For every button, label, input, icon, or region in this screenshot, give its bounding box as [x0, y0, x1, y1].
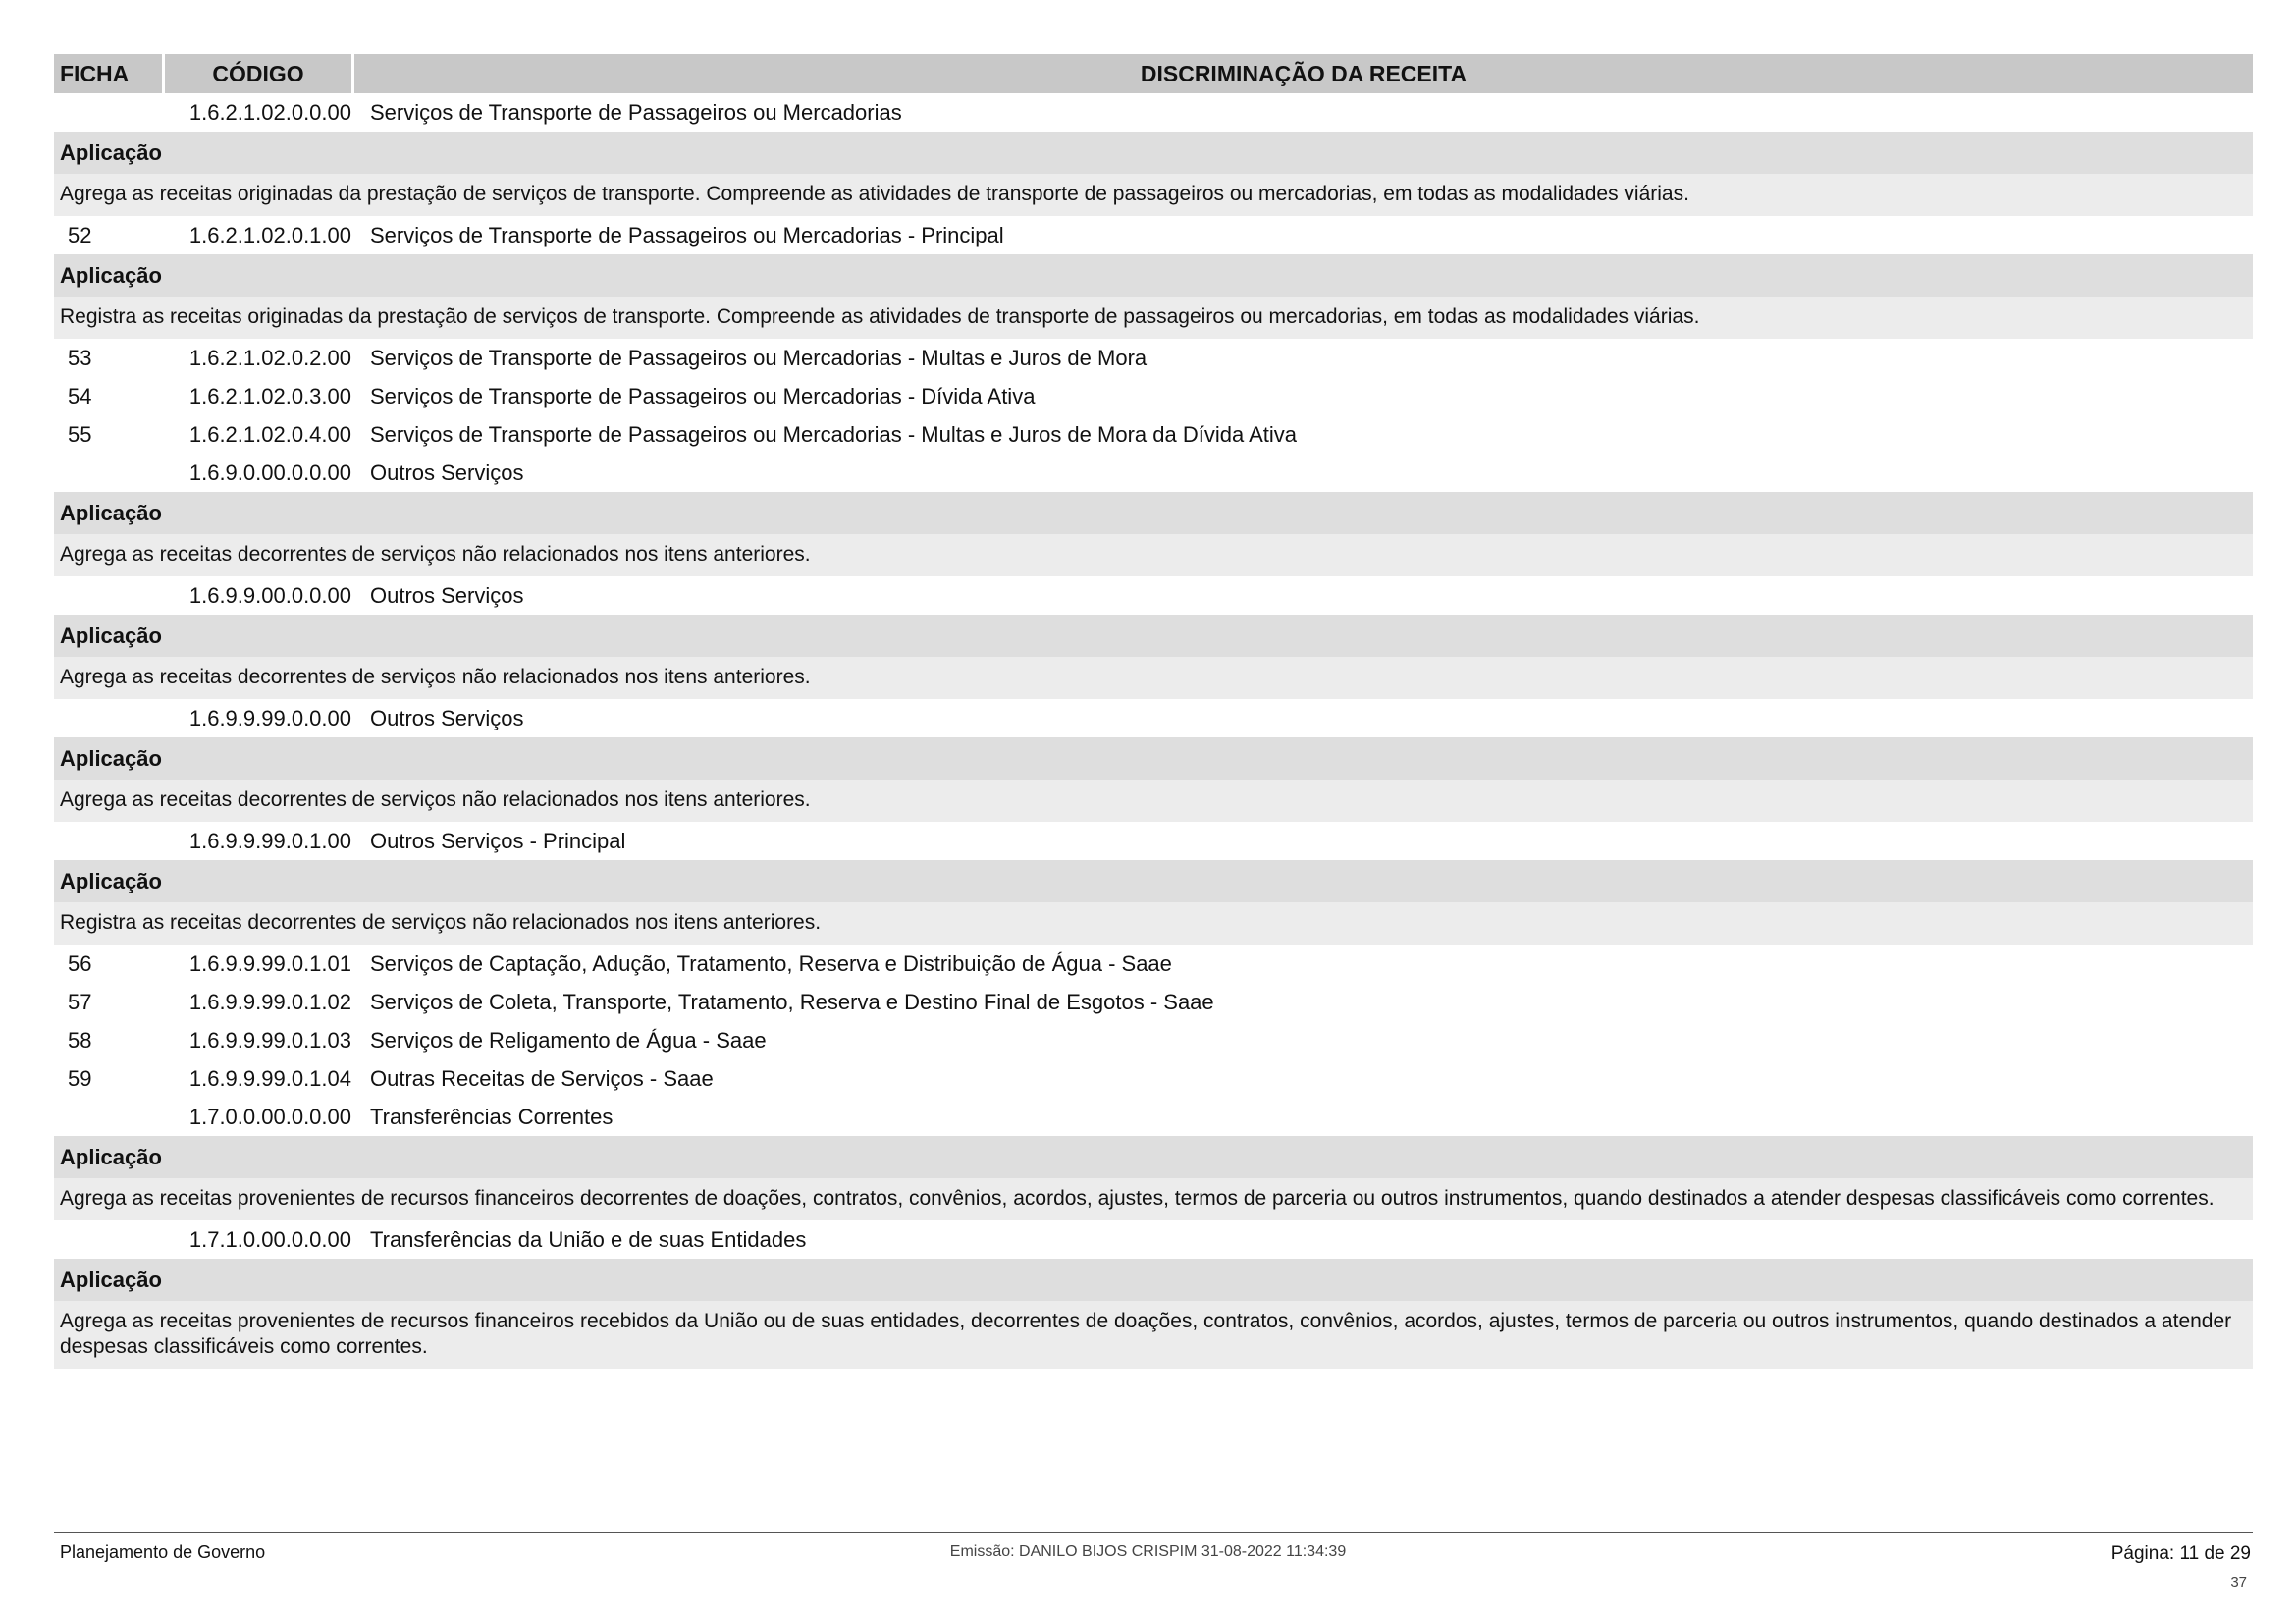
codigo-cell: 1.6.9.0.00.0.0.00	[188, 460, 351, 485]
table-row	[54, 1021, 2253, 1059]
codigo-cell: 1.6.9.9.99.0.1.01	[188, 950, 351, 976]
aplicacao-description: Agrega as receitas provenientes de recursos financeiros decorrentes de doações, contratos, convênios, acordos, ajustes, termos de parceria ou outros instrumentos, quando destinados a atender despesas classificáveis como correntes.	[54, 1178, 2253, 1220]
aplicacao-description: Agrega as receitas decorrentes de serviços não relacionados nos itens anteriores.	[54, 780, 2253, 822]
revenue-table	[54, 54, 2253, 1369]
discriminacao-cell: Transferências Correntes	[370, 1104, 614, 1129]
footer-divider	[54, 1532, 2253, 1533]
discriminacao-cell: Outras Receitas de Serviços - Saae	[370, 1065, 714, 1091]
codigo-cell: 1.6.2.1.02.0.0.00	[188, 99, 351, 125]
ficha-cell: 53	[68, 345, 92, 370]
discriminacao-cell: Outros Serviços	[370, 582, 524, 608]
discriminacao-cell: Serviços de Religamento de Água - Saae	[370, 1027, 767, 1053]
aplicacao-description: Registra as receitas originadas da prestação de serviços de transporte. Compreende as atividades de transporte de passageiros ou mercadorias, em todas as modalidades viárias.	[54, 297, 2253, 339]
table-body	[54, 93, 2253, 1369]
table-row	[54, 699, 2253, 737]
codigo-cell: 1.6.9.9.99.0.1.02	[188, 989, 351, 1014]
aplicacao-label: Aplicação	[54, 860, 2253, 902]
codigo-cell: 1.6.9.9.99.0.0.00	[188, 705, 351, 730]
footer-sheet-number: 37	[2230, 1574, 2247, 1591]
discriminacao-cell: Serviços de Transporte de Passageiros ou Mercadorias	[370, 99, 902, 125]
discriminacao-cell: Outros Serviços - Principal	[370, 828, 626, 853]
table-row	[54, 983, 2253, 1021]
codigo-cell: 1.6.9.9.99.0.1.03	[188, 1027, 351, 1053]
table-row	[54, 93, 2253, 132]
codigo-cell: 1.6.2.1.02.0.4.00	[188, 421, 351, 447]
codigo-cell: 1.6.9.9.00.0.0.00	[188, 582, 351, 608]
ficha-cell: 55	[68, 421, 92, 447]
codigo-cell: 1.6.2.1.02.0.2.00	[188, 345, 351, 370]
table-row	[54, 415, 2253, 454]
footer-emission: Emissão: DANILO BIJOS CRISPIM 31-08-2022 11:34:39	[949, 1543, 1347, 1560]
table-row	[54, 1059, 2253, 1098]
aplicacao-description: Agrega as receitas provenientes de recursos financeiros recebidos da União ou de suas entidades, decorrentes de doações, contratos, convênios, acordos, ajustes, termos de parceria ou outros instrumentos, quando destinados a atender despesas classificáveis como correntes.	[54, 1301, 2253, 1369]
aplicacao-description: Agrega as receitas decorrentes de serviços não relacionados nos itens anteriores.	[54, 657, 2253, 699]
ficha-cell: 52	[68, 222, 92, 247]
discriminacao-cell: Serviços de Transporte de Passageiros ou Mercadorias - Multas e Juros de Mora da Dívida Ativa	[370, 421, 1298, 447]
codigo-cell: 1.6.9.9.99.0.1.00	[188, 828, 351, 853]
discriminacao-cell: Serviços de Transporte de Passageiros ou Mercadorias - Principal	[370, 222, 1004, 247]
discriminacao-cell: Serviços de Coleta, Transporte, Tratamento, Reserva e Destino Final de Esgotos - Saae	[370, 989, 1214, 1014]
table-header	[54, 54, 2253, 93]
ficha-cell: 59	[68, 1065, 92, 1091]
table-row	[54, 216, 2253, 254]
codigo-cell: 1.7.0.0.00.0.0.00	[188, 1104, 351, 1129]
ficha-cell: 57	[68, 989, 92, 1014]
codigo-cell: 1.6.2.1.02.0.1.00	[188, 222, 351, 247]
table-row	[54, 1220, 2253, 1259]
ficha-cell: 58	[68, 1027, 92, 1053]
table-row	[54, 454, 2253, 492]
ficha-cell: 56	[68, 950, 92, 976]
aplicacao-label: Aplicação	[54, 737, 2253, 780]
codigo-cell: 1.6.2.1.02.0.3.00	[188, 383, 351, 408]
table-row	[54, 377, 2253, 415]
header-discriminacao: DISCRIMINAÇÃO DA RECEITA	[354, 54, 2253, 93]
discriminacao-cell: Transferências da União e de suas Entidades	[370, 1226, 807, 1252]
header-codigo: CÓDIGO	[165, 54, 351, 93]
table-row	[54, 822, 2253, 860]
footer-title: Planejamento de Governo	[60, 1542, 266, 1562]
header-ficha: FICHA	[54, 54, 162, 93]
table-row	[54, 1098, 2253, 1136]
aplicacao-description: Registra as receitas decorrentes de serviços não relacionados nos itens anteriores.	[54, 902, 2253, 945]
discriminacao-cell: Serviços de Captação, Adução, Tratamento, Reserva e Distribuição de Água - Saae	[370, 950, 1172, 976]
aplicacao-label: Aplicação	[54, 254, 2253, 297]
table-row	[54, 945, 2253, 983]
discriminacao-cell: Outros Serviços	[370, 705, 524, 730]
discriminacao-cell: Serviços de Transporte de Passageiros ou Mercadorias - Multas e Juros de Mora	[370, 345, 1148, 370]
aplicacao-label: Aplicação	[54, 1259, 2253, 1301]
discriminacao-cell: Outros Serviços	[370, 460, 524, 485]
footer-page: Página: 11 de 29	[2110, 1543, 2251, 1564]
aplicacao-description: Agrega as receitas originadas da prestação de serviços de transporte. Compreende as atividades de transporte de passageiros ou mercadorias, em todas as modalidades viárias.	[54, 174, 2253, 216]
aplicacao-label: Aplicação	[54, 492, 2253, 534]
codigo-cell: 1.7.1.0.00.0.0.00	[188, 1226, 351, 1252]
aplicacao-label: Aplicação	[54, 132, 2253, 174]
table-row	[54, 339, 2253, 377]
ficha-cell: 54	[68, 383, 92, 408]
aplicacao-description: Agrega as receitas decorrentes de serviços não relacionados nos itens anteriores.	[54, 534, 2253, 576]
aplicacao-label: Aplicação	[54, 1136, 2253, 1178]
codigo-cell: 1.6.9.9.99.0.1.04	[188, 1065, 351, 1091]
aplicacao-label: Aplicação	[54, 615, 2253, 657]
table-row	[54, 576, 2253, 615]
discriminacao-cell: Serviços de Transporte de Passageiros ou Mercadorias - Dívida Ativa	[370, 383, 1036, 408]
